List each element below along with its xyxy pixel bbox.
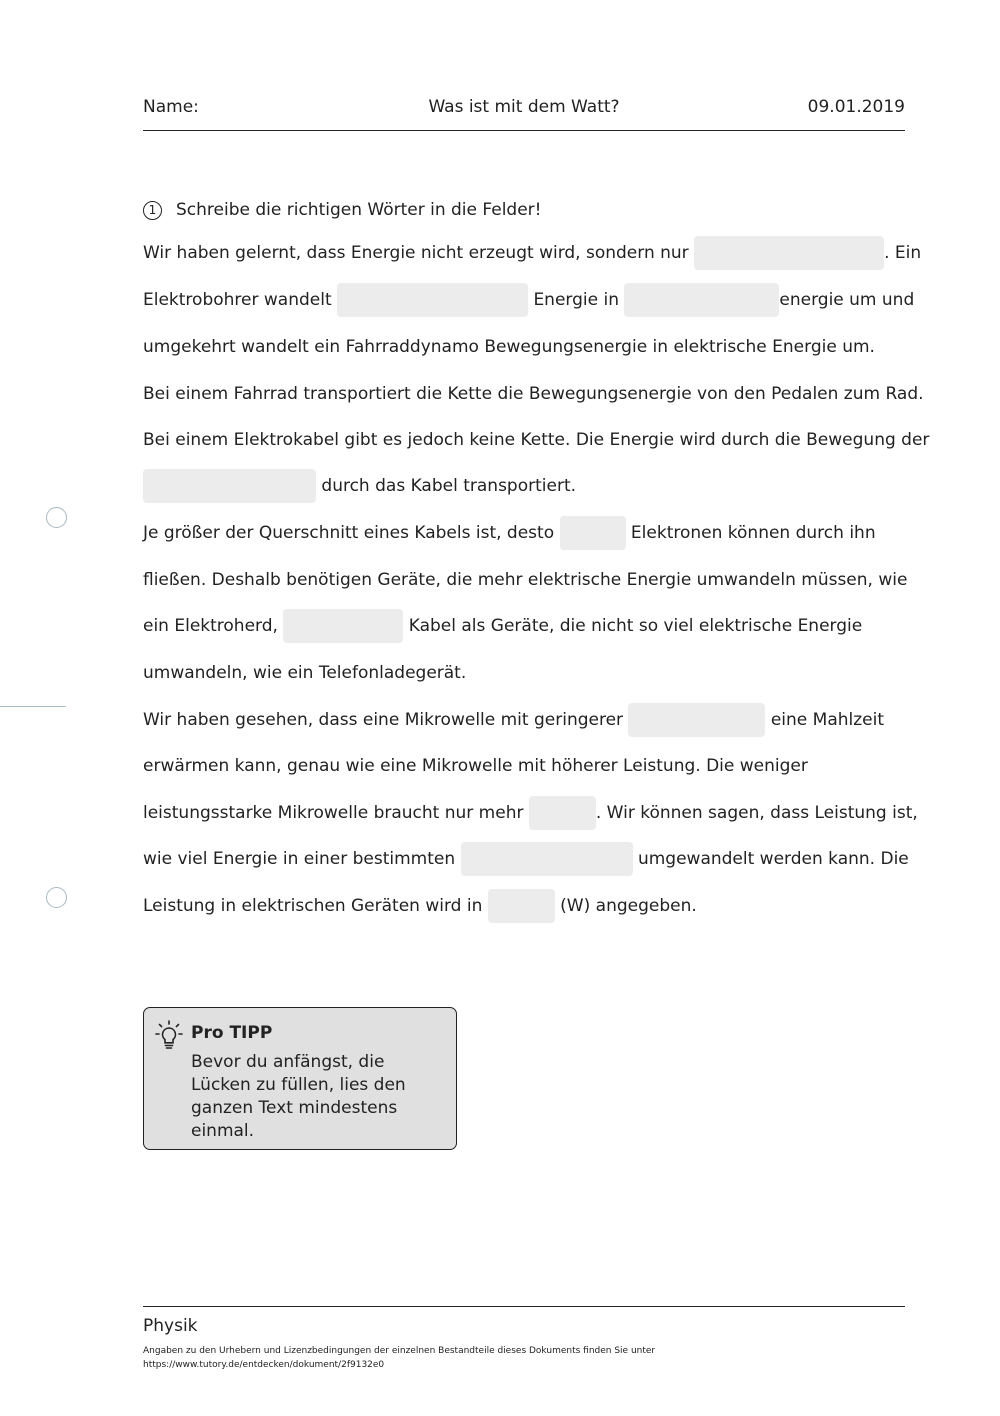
credits-text: Angaben zu den Urhebern und Lizenzbedingungen der einzelnen Bestandteile dieses Dokuments finden Sie unter — [143, 1346, 656, 1356]
worksheet-title: Was ist mit dem Watt? — [428, 97, 620, 117]
blank-field[interactable] — [624, 283, 779, 317]
lightbulb-icon — [155, 1020, 183, 1050]
text-segment: wie viel Energie in einer bestimmten — [143, 849, 456, 869]
text-line — [143, 283, 914, 317]
text-line: fließen. Deshalb benötigen Geräte, die mehr elektrische Energie umwandeln müssen, wie — [143, 570, 908, 590]
blank-field[interactable] — [560, 516, 626, 550]
punch-hole-mark — [46, 887, 67, 908]
page-header — [143, 96, 905, 131]
task-number-badge: 1 — [143, 201, 162, 220]
text-segment: Je größer der Querschnitt eines Kabels ist, desto — [143, 523, 555, 543]
blank-field[interactable] — [461, 842, 633, 876]
text-line: umwandeln, wie ein Telefonladegerät. — [143, 663, 467, 683]
blank-field[interactable] — [337, 283, 528, 317]
blank-field[interactable] — [143, 469, 316, 503]
text-segment: eine Mahlzeit — [770, 710, 885, 730]
text-line — [143, 842, 909, 876]
text-line: Bei einem Fahrrad transportiert die Kette die Bewegungsenergie von den Pedalen zum Rad. — [143, 384, 924, 404]
text-segment: umgewandelt werden kann. Die — [637, 849, 909, 869]
text-segment: Elektronen können durch ihn — [630, 523, 876, 543]
text-line — [143, 236, 921, 270]
text-line: umgekehrt wandelt ein Fahrraddynamo Bewegungsenergie in elektrische Energie um. — [143, 337, 875, 357]
text-segment: leistungsstarke Mikrowelle braucht nur mehr — [143, 803, 524, 823]
text-segment: Energie in — [533, 290, 619, 310]
text-line — [143, 796, 918, 830]
text-segment: Leistung in elektrischen Geräten wird in — [143, 896, 483, 916]
text-segment: durch das Kabel transportiert. — [321, 476, 577, 496]
text-segment: Elektrobohrer wandelt — [143, 290, 332, 310]
text-segment: energie um und — [779, 290, 915, 310]
subject-label: Physik — [143, 1316, 198, 1336]
text-segment: Kabel als Geräte, die nicht so viel elektrische Energie — [408, 616, 863, 636]
tip-title: Pro TIPP — [191, 1023, 273, 1043]
fold-mark — [0, 706, 66, 707]
tip-text: Bevor du anfängst, die Lücken zu füllen, lies den ganzen Text mindestens einmal. — [191, 1052, 406, 1141]
pro-tip-box — [143, 1007, 457, 1150]
credits-link[interactable]: https://www.tutory.de/entdecken/dokument/2f9132e0 — [143, 1360, 385, 1370]
text-line — [143, 609, 862, 643]
text-line — [143, 469, 576, 503]
text-segment: . Ein — [884, 243, 922, 263]
task-instruction — [143, 199, 541, 221]
license-credits — [143, 1344, 903, 1372]
punch-hole-mark — [46, 507, 67, 528]
blank-field[interactable] — [694, 236, 884, 270]
text-segment: Wir haben gelernt, dass Energie nicht erzeugt wird, sondern nur — [143, 243, 689, 263]
blank-field[interactable] — [488, 889, 555, 923]
text-segment: (W) angegeben. — [560, 896, 697, 916]
blank-field[interactable] — [529, 796, 596, 830]
text-line: erwärmen kann, genau wie eine Mikrowelle mit höherer Leistung. Die weniger — [143, 756, 808, 776]
name-label: Name: — [143, 97, 199, 117]
text-segment: Wir haben gesehen, dass eine Mikrowelle mit geringerer — [143, 710, 624, 730]
text-line — [143, 889, 697, 923]
text-line: Bei einem Elektrokabel gibt es jedoch keine Kette. Die Energie wird durch die Bewegung der — [143, 430, 930, 450]
blank-field[interactable] — [283, 609, 403, 643]
text-line — [143, 516, 876, 550]
date: 09.01.2019 — [807, 97, 905, 117]
blank-field[interactable] — [628, 703, 765, 737]
task-instruction-text: Schreibe die richtigen Wörter in die Felder! — [176, 200, 542, 220]
text-line — [143, 703, 884, 737]
text-segment: . Wir können sagen, dass Leistung ist, — [595, 803, 918, 823]
text-segment: ein Elektroherd, — [143, 616, 278, 636]
footer-divider — [143, 1306, 905, 1307]
